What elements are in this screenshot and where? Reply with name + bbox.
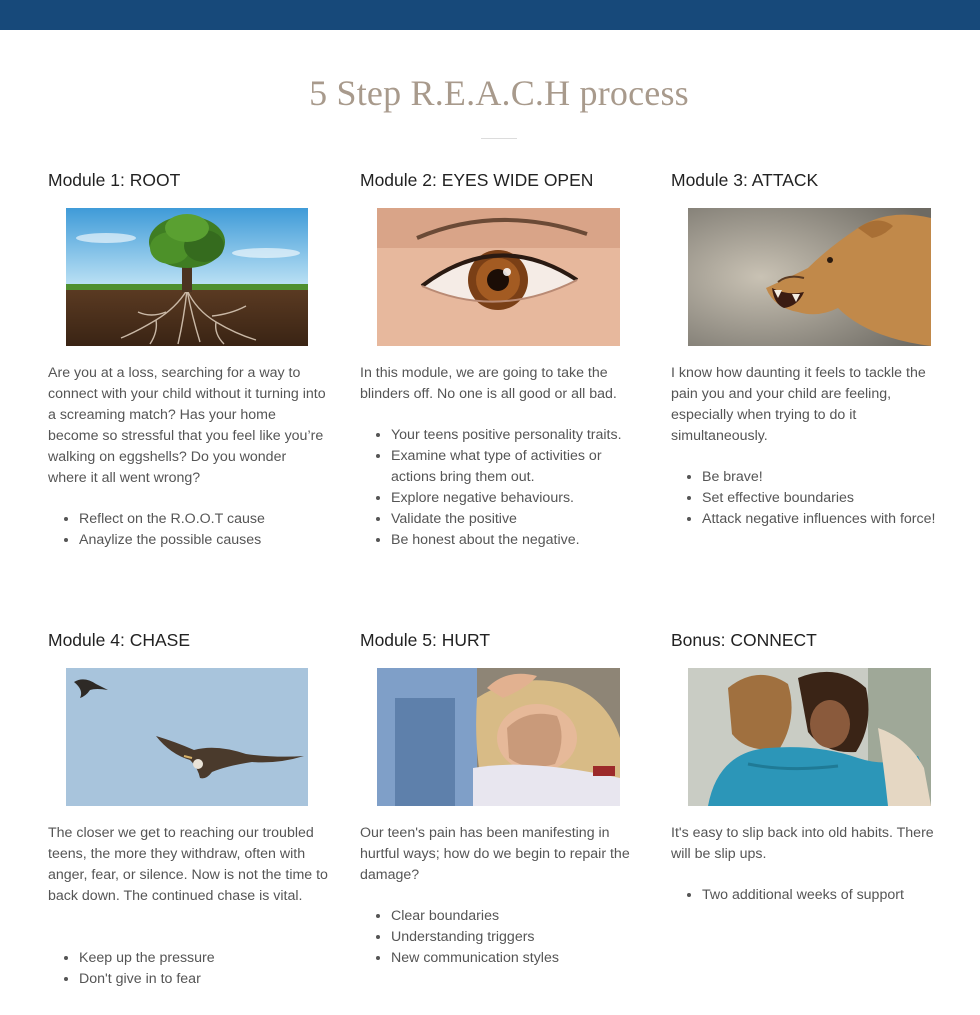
list-item: • Attack negative influences with force! xyxy=(702,509,952,530)
list-item: • Two additional weeks of support xyxy=(702,885,952,906)
module-title: Bonus: CONNECT xyxy=(671,630,817,650)
module-bullet-list xyxy=(360,425,641,551)
list-item: • Don't give in to fear xyxy=(79,969,329,990)
module-description: I know how daunting it feels to tackle the pain you and your child are feeling, especially when trying to do it simultaneously. xyxy=(671,365,926,444)
module-title: Module 5: HURT xyxy=(360,630,491,650)
list-item: • New communication styles xyxy=(391,948,641,969)
list-item: • Reflect on the R.O.O.T cause xyxy=(79,509,329,530)
list-item: • Explore negative behaviours. xyxy=(391,488,641,509)
module-bullet-list xyxy=(360,906,641,969)
list-item: • Your teens positive personality traits. xyxy=(391,425,641,446)
list-item: • Keep up the pressure xyxy=(79,948,329,969)
module-bullet-list xyxy=(671,885,952,906)
hugging-image xyxy=(688,668,931,806)
module-description: Our teen's pain has been manifesting in hurtful ways; how do we begin to repair the damage? xyxy=(360,825,630,883)
module-description: It's easy to slip back into old habits. There will be slip ups. xyxy=(671,825,934,862)
list-item: • Be honest about the negative. xyxy=(391,530,641,551)
top-header-bar xyxy=(0,0,980,30)
module-title: Module 3: ATTACK xyxy=(671,170,819,190)
eagle-chase-image xyxy=(66,668,308,806)
title-divider xyxy=(481,138,517,139)
eye-closeup-image xyxy=(377,208,620,346)
module-description: The closer we get to reaching our troubled teens, the more they withdraw, often with anger, fear, or silence. Now is not the time to back down. The continued chase is vital. xyxy=(48,825,328,904)
module-title: Module 1: ROOT xyxy=(48,170,181,190)
module-description: In this module, we are going to take the blinders off. No one is all good or all bad. xyxy=(360,365,617,402)
comforting-crying-woman-image xyxy=(377,668,620,806)
tree-with-roots-image xyxy=(66,208,308,346)
module-title: Module 2: EYES WIDE OPEN xyxy=(360,170,594,190)
list-item: • Be brave! xyxy=(702,467,952,488)
module-bullet-list xyxy=(48,509,329,551)
module-title: Module 4: CHASE xyxy=(48,630,191,650)
list-item: • Set effective boundaries xyxy=(702,488,952,509)
module-bullet-list xyxy=(671,467,952,530)
list-item: • Clear boundaries xyxy=(391,906,641,927)
list-item: • Anaylize the possible causes xyxy=(79,530,329,551)
module-description: Are you at a loss, searching for a way to connect with your child without it turning into a screaming match? Has your home become so stressful that you feel like you’re walking on eggshells? Do you wonder where it all went wrong? xyxy=(48,365,326,486)
roaring-lioness-image xyxy=(688,208,931,346)
page-title: 5 Step R.E.A.C.H process xyxy=(309,73,689,113)
list-item: • Examine what type of activities or actions bring them out. xyxy=(391,446,641,488)
module-bullet-list xyxy=(48,948,329,990)
list-item: • Understanding triggers xyxy=(391,927,641,948)
list-item: • Validate the positive xyxy=(391,509,641,530)
